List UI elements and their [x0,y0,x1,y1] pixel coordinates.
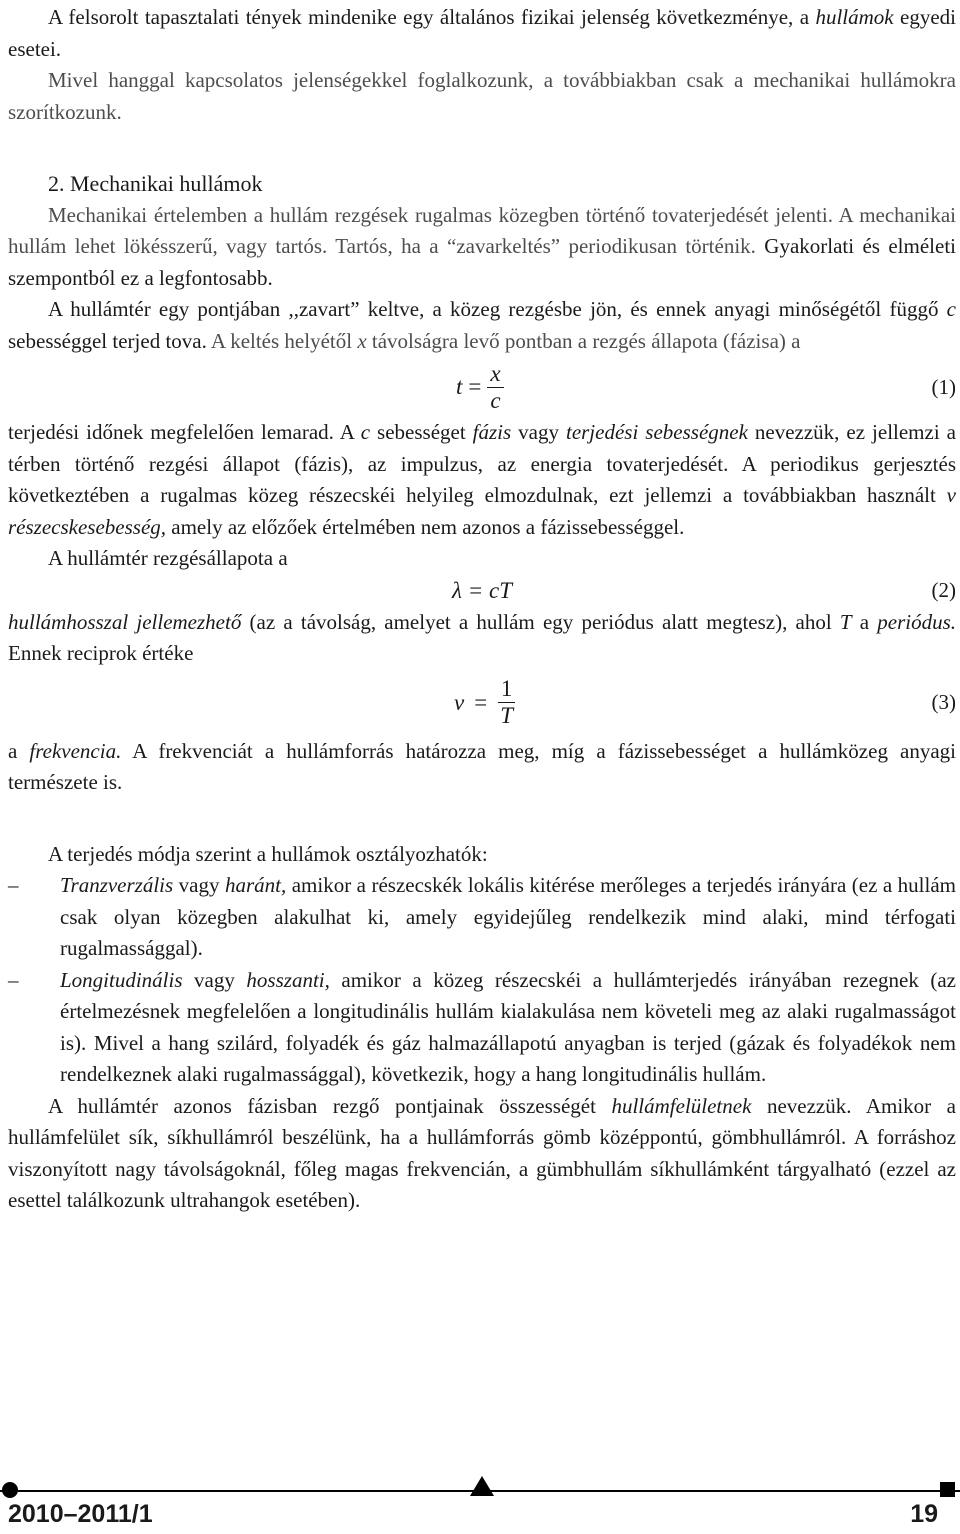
text: Gyakorlati és elméleti szempontból ez a legfontosabb. [8,234,956,290]
spacer [8,128,956,168]
equation-2-body: λ = cT [452,577,512,603]
eq3-lhs: ν [454,689,465,715]
text: Ennek reciprok értéke [8,641,194,665]
emphasis: terjedési sebességnek [565,420,748,444]
emphasis: Tranzverzális [60,873,174,897]
text: A hullámtér azonos fázisban rezgő pontjainak összességét [48,1093,612,1118]
after-equation-2-paragraph [8,607,956,670]
text: nevezzük, ez jellemzi a térben történő rezgési állapot (fázis), az impulzus, az energia tovaterjedését. [8,420,956,476]
after-equation-3-paragraph [8,736,956,799]
list-item [8,965,956,1091]
equation-1 [8,357,956,417]
dash-bullet: – [8,873,19,897]
variable-T: T [839,609,852,634]
text: vagy [182,967,247,992]
eq1-lhs: t [456,374,463,399]
text: vagy [173,873,225,897]
emphasis: hosszanti, [246,967,330,992]
text: A forráshoz viszonyított nagy távolságoknál, főleg magas frekvencián, a gümbhullám síkhullámként tárgyalható (ezzel az esettel találkozunk ultrahangok esetében). [8,1125,956,1212]
equation-1-body [456,357,504,417]
eq1-equals: = [468,374,482,399]
classification-intro: A terjedés módja szerint a hullámok osztályozhatók: [48,841,488,866]
intro-paragraph-2: Mivel hanggal kapcsolatos jelenségekkel foglalkozunk, a továbbiakban csak a mechanikai hullámokra szorítkozunk. [8,68,956,124]
text: sebességet [370,420,473,444]
eq1-denominator: c [490,387,501,413]
emphasis: hullámfelületnek [611,1093,752,1118]
spacer [8,799,956,839]
equation-2-number: (2) [931,578,956,602]
text: sebességgel terjed tova. [8,328,207,353]
eq3-denominator: T [500,703,513,728]
emphasis: fázis [472,420,512,444]
text: amikor a részecskék lokális kitérése merőleges a terjedés irányára (ez a hullám csak olyan közegben alakulhat ki, amely egyidejűleg rendelkezik mind alaki, mind térfogati rugalmassággal). [60,873,956,960]
eq3-fraction [497,676,516,729]
text: A [333,420,361,444]
text: vagy [511,420,566,444]
text: amikor a közeg részecskéi a hullámterjedés irányában rezegnek (az értelmezésnek megfelelően a longitudinális hullám kialakulása nem követeli meg az alaki rugalmasságot is). Mivel a hang szilárd, folyadék és gáz halmazállapotú anyagban is terjed (gázak és folyadékok nem rendelkeznek alaki rugalmassággal), következik, hogy a hang longitudinális hullám. [60,967,956,1086]
text: amely az előzőek értelmében nem azonos a fázissebességgel. [166,514,685,539]
text: a [8,738,30,763]
wave-types-list [8,870,956,1091]
intro-paragraph-1 [8,2,956,65]
wave-state-paragraph: A hullámtér rezgésállapota a [48,546,288,570]
issue-number: 2010–2011/1 [8,1500,153,1528]
section-paragraph-2 [8,294,956,357]
dash-bullet: – [8,967,19,992]
section-paragraph-1 [8,200,956,295]
emphasis: v részecskesebesség, [8,483,956,539]
emphasis: hullámok [815,5,894,29]
footer-triangle-icon [470,1476,494,1496]
text: nevezzük. Amikor a hullámfelület sík, síkhullámról beszélünk, ha a hullámforrás gömb középpontú, gömbhullámról. [8,1093,956,1149]
eq1-fraction [487,361,503,414]
after-equation-1-paragraph [8,417,956,543]
text: A periodikus gerjesztés következtében a rugalmas közeg részecskéi helyileg elmozdulnak, ezt jellemzi a továbbiakban használt [8,451,956,507]
text: egyedi esetei. [8,5,956,61]
wavefront-paragraph [8,1091,956,1217]
text: (az a távolság, amelyet a hullám egy periódus alatt megtesz), ahol [241,609,840,634]
equation-3-body [454,670,516,736]
eq3-numerator: 1 [498,676,516,703]
list-item [8,870,956,965]
variable-x: x [357,328,367,353]
text: A keltés helyétől [206,328,358,353]
text: terjedési időnek megfelelően lemarad. [8,420,334,444]
footer-square-icon [940,1482,955,1497]
document-page [8,0,956,1217]
equation-2 [8,575,956,607]
text: a [851,609,878,634]
equation-3 [8,670,956,736]
text: A hullámtér egy pontjában ,,zavart” keltve, a közeg rezgésbe jön, és ennek anyagi minőségétől függő [48,297,947,321]
emphasis: Longitudinális [60,967,183,992]
equation-1-number: (1) [931,374,956,399]
section-heading: 2. Mechanikai hullámok [48,171,263,196]
eq3-equals: = [474,689,488,715]
text: Mechanikai értelemben a hullám rezgések rugalmas közegben történő tovaterjedését jelenti. A mechanikai hullám lehet lökésszerű, vagy tartós. Tartós, ha a “zavarkeltés” periodikusan történik. [8,202,956,258]
emphasis: periódus. [877,609,956,634]
variable-c: c [360,420,371,444]
text: A felsorolt tapasztalati tények mindenike egy általános fizikai jelenség következménye, a [48,5,816,29]
eq1-numerator: x [487,361,503,388]
emphasis: hullámhosszal jellemezhető [8,609,242,634]
equation-3-number: (3) [931,690,956,714]
page-number: 19 [910,1500,938,1528]
emphasis: haránt, [224,873,287,897]
variable-c: c [946,297,956,321]
emphasis: frekvencia. [29,738,122,763]
text: A frekvenciát a hullámforrás határozza meg, míg a fázissebességet a hullámközeg anyagi természete is. [8,738,956,794]
text: távolságra levő pontban a rezgés állapota (fázisa) a [366,328,801,353]
